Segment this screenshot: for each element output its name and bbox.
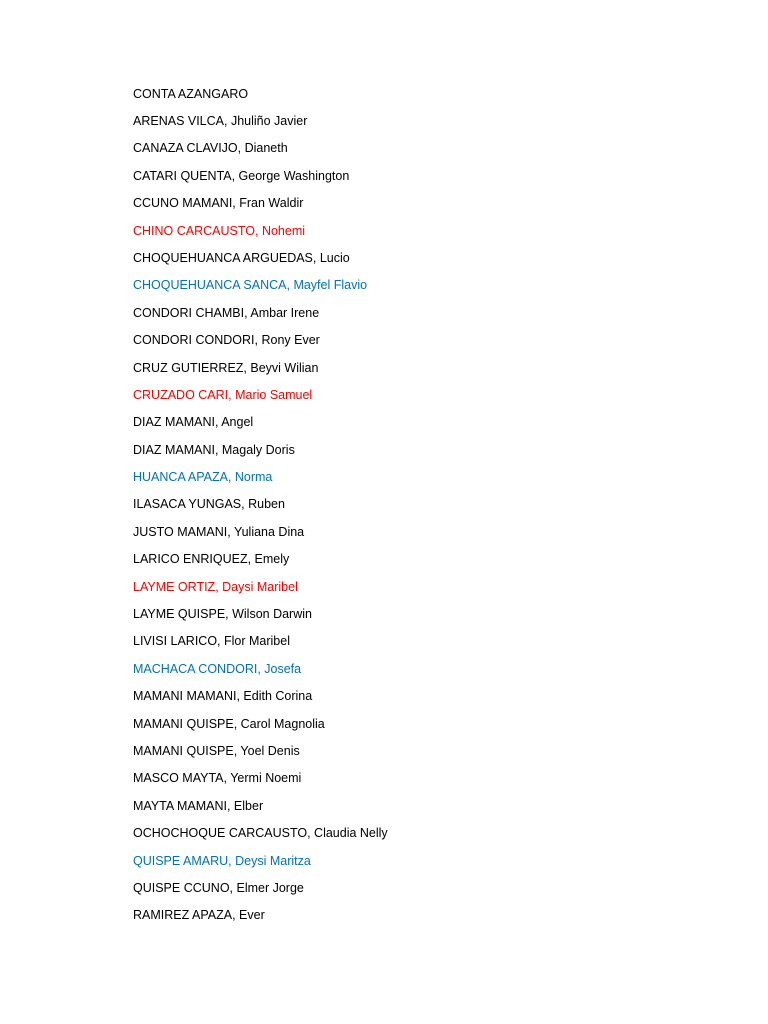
list-item: HUANCA APAZA, Norma — [133, 470, 273, 485]
list-item: MACHACA CONDORI, Josefa — [133, 661, 302, 676]
list-item: MASCO MAYTA, Yermi Noemi — [133, 771, 302, 786]
document-heading: CONTA AZANGARO — [133, 87, 249, 101]
list-item: CANAZA CLAVIJO, Dianeth — [133, 141, 288, 156]
list-item: MAMANI MAMANI, Edith Corina — [133, 689, 313, 704]
list-item: CONDORI CHAMBI, Ambar Irene — [133, 305, 320, 320]
list-item: LAYME ORTIZ, Daysi Maribel — [133, 579, 298, 594]
list-item: QUISPE AMARU, Deysi Maritza — [133, 853, 311, 868]
list-item: ILASACA YUNGAS, Ruben — [133, 497, 285, 512]
list-item: LIVISI LARICO, Flor Maribel — [133, 634, 290, 649]
list-item: ARENAS VILCA, Jhuliño Javier — [133, 114, 308, 128]
list-item: LAYME QUISPE, Wilson Darwin — [133, 607, 312, 622]
list-item: CRUZ GUTIERREZ, Beyvi Wilian — [133, 360, 319, 375]
list-item: JUSTO MAMANI, Yuliana Dina — [133, 524, 305, 539]
list-item: CHINO CARCAUSTO, Nohemi — [133, 223, 306, 238]
list-item: CRUZADO CARI, Mario Samuel — [133, 387, 313, 402]
list-item: CATARI QUENTA, George Washington — [133, 168, 350, 183]
list-item: DIAZ MAMANI, Magaly Doris — [133, 442, 295, 457]
list-item: RAMIREZ APAZA, Ever — [133, 908, 265, 923]
list-item: MAMANI QUISPE, Yoel Denis — [133, 743, 300, 758]
list-item: MAYTA MAMANI, Elber — [133, 798, 264, 813]
list-item: LARICO ENRIQUEZ, Emely — [133, 552, 290, 567]
list-item: QUISPE CCUNO, Elmer Jorge — [133, 880, 304, 895]
list-item: OCHOCHOQUE CARCAUSTO, Claudia Nelly — [133, 826, 388, 841]
list-item: DIAZ MAMANI, Angel — [133, 415, 254, 430]
list-item: MAMANI QUISPE, Carol Magnolia — [133, 716, 325, 731]
name-list — [133, 113, 388, 935]
list-item: CONDORI CONDORI, Rony Ever — [133, 333, 320, 348]
list-item: CHOQUEHUANCA SANCA, Mayfel Flavio — [133, 278, 368, 293]
list-item: CHOQUEHUANCA ARGUEDAS, Lucio — [133, 250, 350, 265]
list-item: CCUNO MAMANI, Fran Waldir — [133, 196, 304, 211]
